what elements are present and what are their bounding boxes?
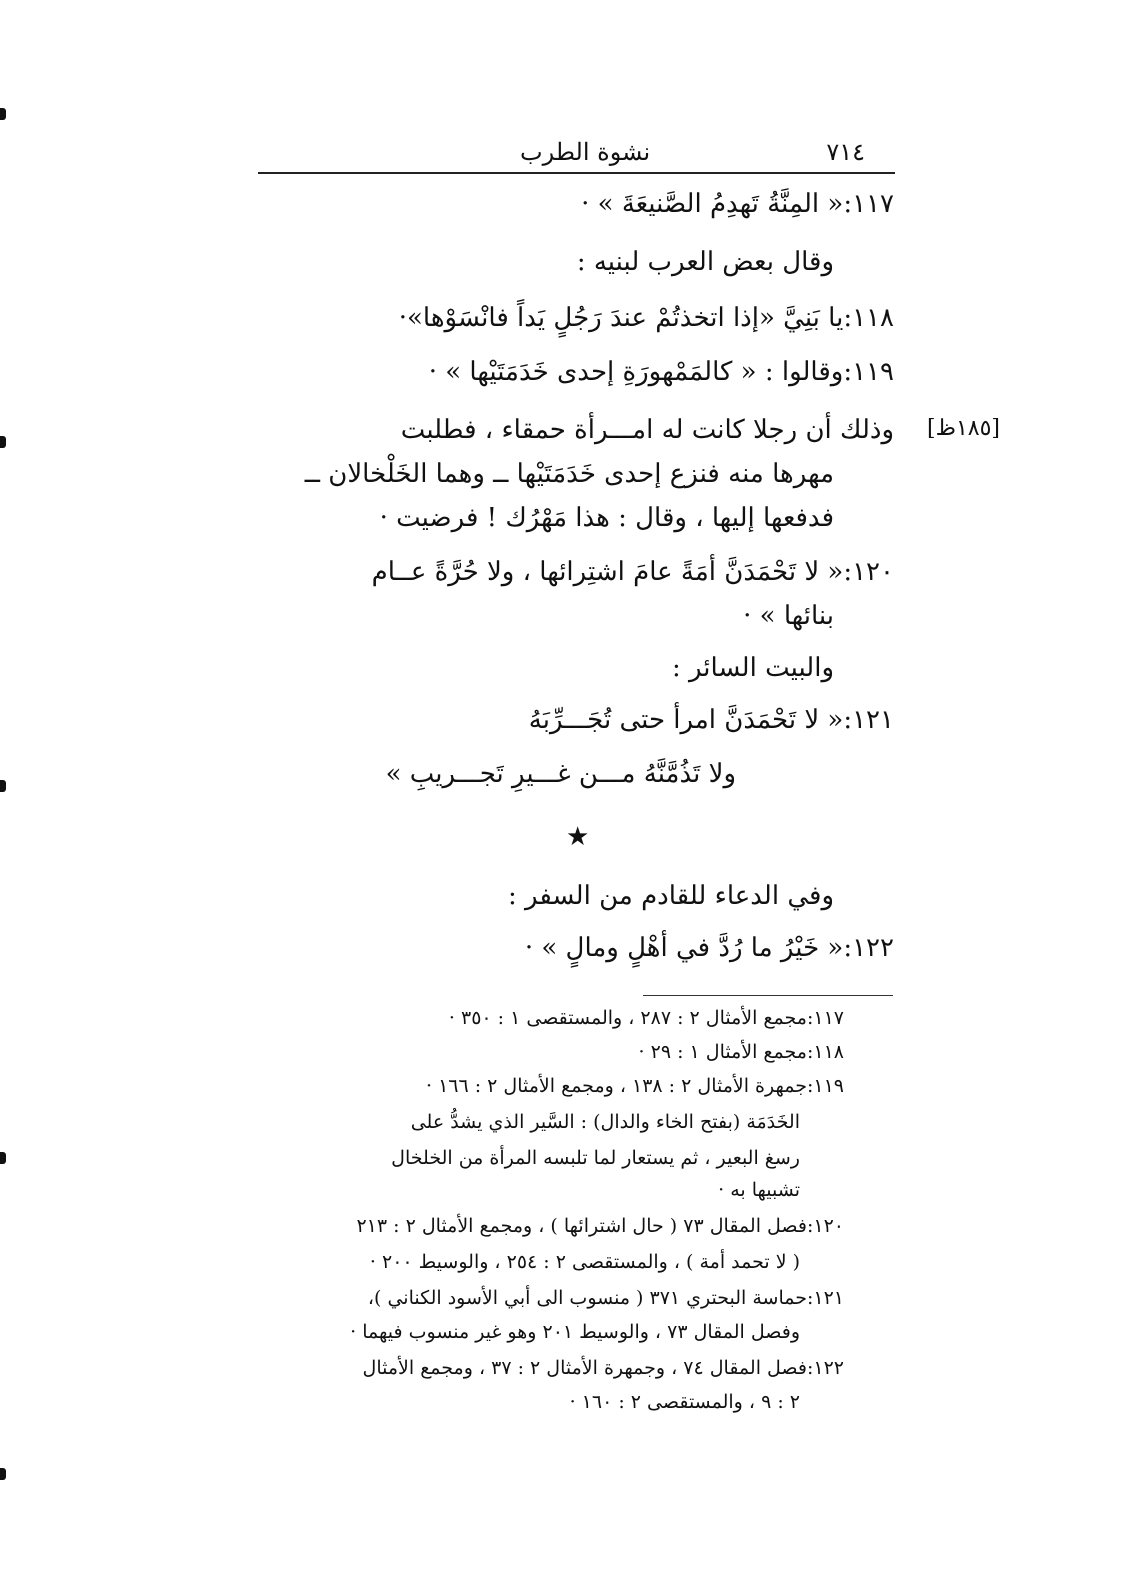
footnote-121-line-1: ١٢١:حماسة البحتري ٣٧١ ( منسوب الى أبي الأسود الكناني )،	[367, 1287, 844, 1309]
footnote-121-line-2: وفصل المقال ٧٣ ، والوسيط ٢٠١ وهو غير منسوب فيهما ·	[350, 1321, 800, 1343]
footnote-117: ١١٧:مجمع الأمثال ٢ : ٢٨٧ ، والمستقصى ١ : ٣٥٠ ·	[448, 1007, 844, 1029]
running-title: نشوة الطرب	[520, 138, 651, 166]
footnote-118: ١١٨:مجمع الأمثال ١ : ٢٩ ·	[638, 1041, 844, 1063]
proverb-119: ١١٩:وقالوا : « كالمَمْهورَةِ إحدى خَدَمَتَيْها » ·	[428, 357, 894, 387]
footnote-rule	[643, 995, 893, 996]
intro-121: والبيت السائر :	[671, 653, 834, 683]
section-separator-star: ★	[566, 822, 590, 852]
margin-folio-note: [١٨٥ظ]	[927, 416, 1000, 441]
footnote-119-note-2: رسغ البعير ، ثم يستعار لما تلبسه المرأة من الخلخال	[391, 1147, 800, 1169]
proverb-120-line-1: ١٢٠:« لا تَحْمَدَنَّ أمَةً عامَ اشتِرائها ، ولا حُرَّةً عــام	[371, 557, 894, 587]
footnote-120-line-2: ( لا تحمد أمة ) ، والمستقصى ٢ : ٢٥٤ ، والوسيط ٢٠٠ ·	[369, 1251, 800, 1273]
footnote-119-note-3: تشبيها به ·	[718, 1179, 800, 1201]
proverb-122: ١٢٢:« خَيْرُ ما رُدَّ في أهْلٍ ومالٍ » ·	[524, 933, 894, 963]
footnote-122-line-2: ٢ : ٩ ، والمستقصى ٢ : ١٦٠ ·	[569, 1391, 800, 1413]
proverb-121-verse-1: ١٢١:« لا تَحْمَدَنَّ امرأ حتى تُجَـــرِّبَهُ	[528, 705, 894, 735]
proverb-118: ١١٨:يا بَنِيَّ «إذا اتخذتُمْ عندَ رَجُلٍ يَداً فانْسَوْها»·	[398, 303, 894, 333]
intro-118: وقال بعض العرب لبنيه :	[576, 247, 834, 277]
scan-edge-mark	[0, 436, 6, 448]
explanation-line-2: مهرها منه فنزع إحدى خَدَمَتَيْها ــ وهما الخَلْخالان ــ	[304, 459, 834, 489]
footnote-119-note-1: الخَدَمَة (بفتح الخاء والدال) : السَّير الذي يشدُّ على	[410, 1111, 800, 1133]
scan-edge-mark	[0, 780, 6, 792]
footnote-119: ١١٩:جمهرة الأمثال ٢ : ١٣٨ ، ومجمع الأمثال ٢ : ١٦٦ ·	[425, 1075, 844, 1097]
scan-edge-mark	[0, 1468, 6, 1480]
page-header	[258, 132, 895, 174]
explanation-line-3: فدفعها إليها ، وقال : هذا مَهْرُك ! فرضيت ·	[379, 503, 834, 533]
footnote-122-line-1: ١٢٢:فصل المقال ٧٤ ، وجمهرة الأمثال ٢ : ٣٧ ، ومجمع الأمثال	[362, 1357, 844, 1379]
proverb-120-line-2: بنائها » ·	[743, 601, 834, 631]
scan-edge-mark	[0, 108, 6, 120]
proverb-121-verse-2: ولا تَذُمَّنَّهُ مـــن غـــيرِ تَجـــريبِ »	[385, 759, 736, 789]
page-number: ٧١٤	[826, 138, 865, 166]
scan-edge-mark	[0, 1152, 6, 1164]
explanation-line-1: وذلك أن رجلا كانت له امـــرأة حمقاء ، فطلبت	[400, 415, 894, 445]
footnote-120-line-1: ١٢٠:فصل المقال ٧٣ ( حال اشترائها ) ، ومجمع الأمثال ٢ : ٢١٣	[356, 1215, 844, 1237]
intro-122: وفي الدعاء للقادم من السفر :	[507, 881, 834, 911]
proverb-117: ١١٧:« المِنَّةُ تَهدِمُ الصَّنيعَةَ » ·	[581, 189, 894, 219]
